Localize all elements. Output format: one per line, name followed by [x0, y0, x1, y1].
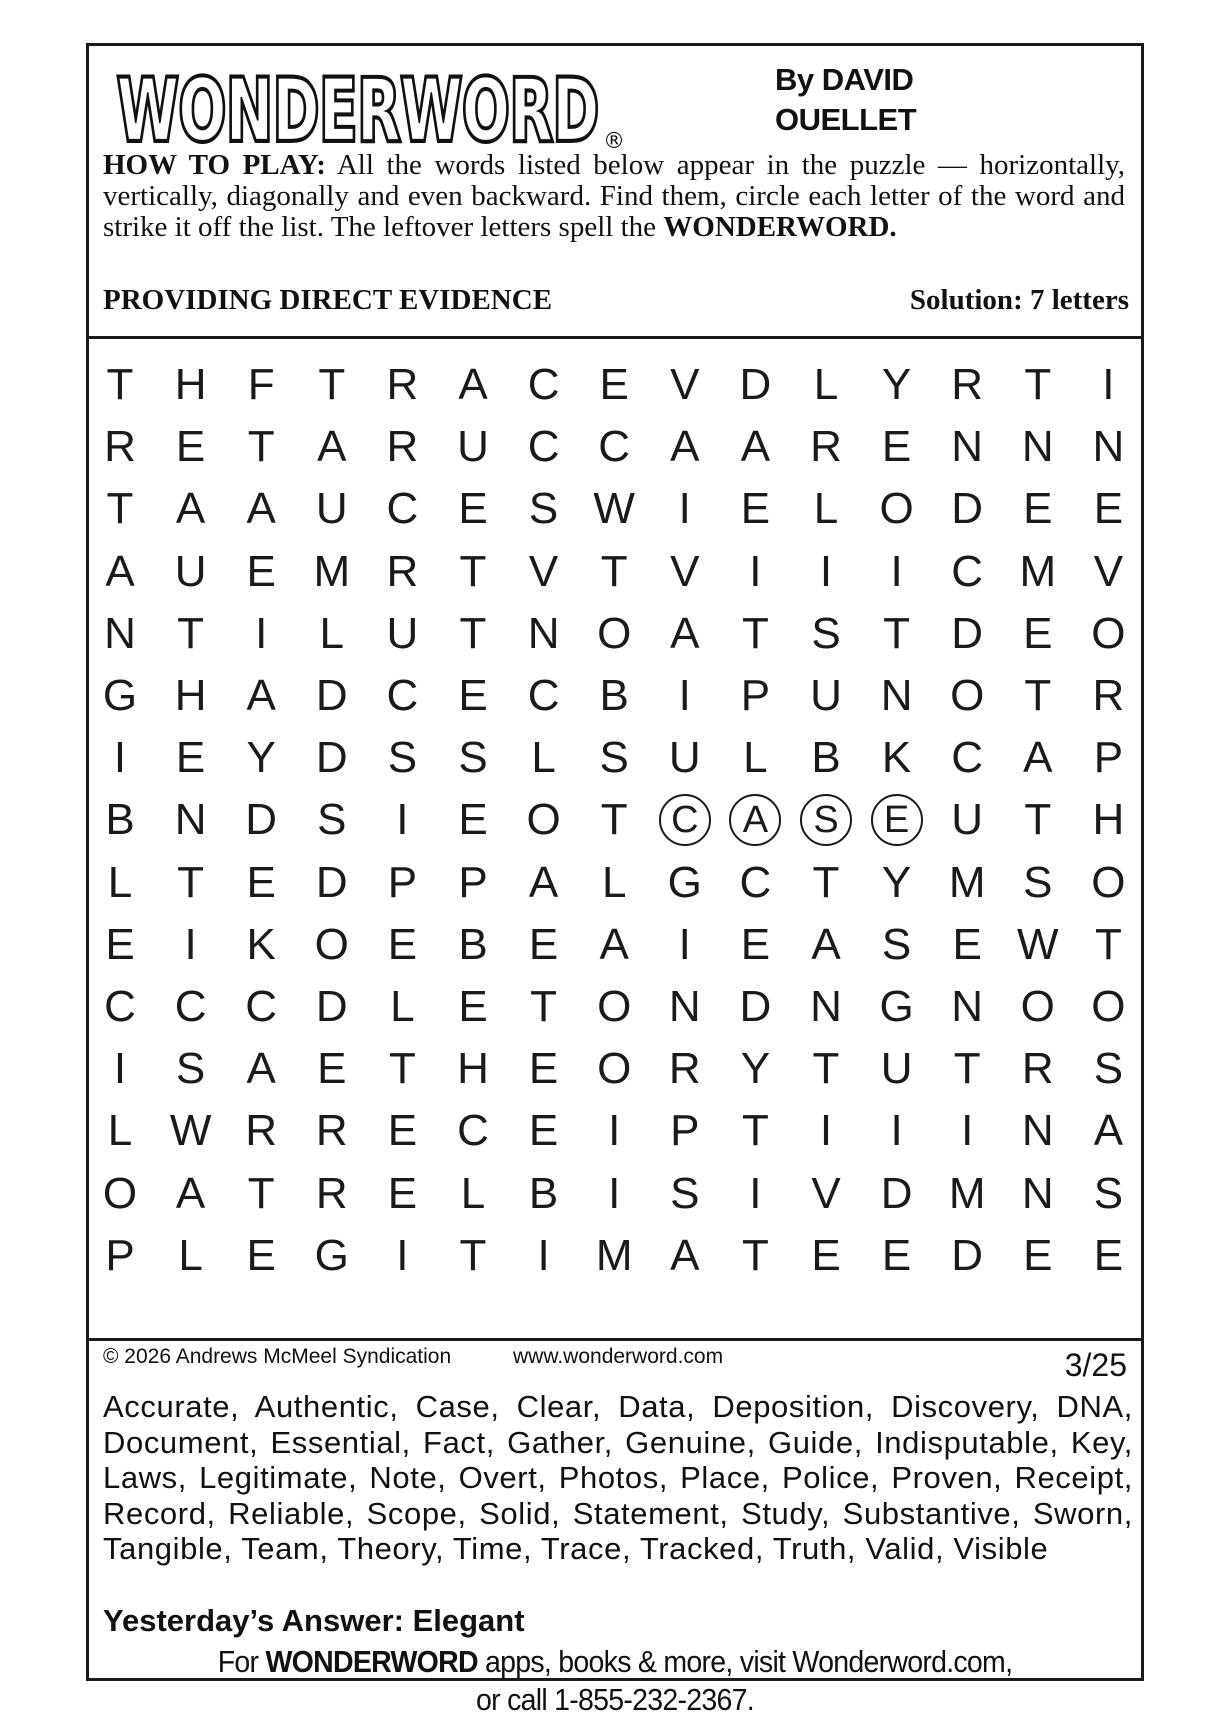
grid-letter[interactable]: T: [177, 608, 205, 658]
puzzle-header: [89, 46, 1141, 339]
grid-letter[interactable]: M: [948, 1168, 986, 1218]
grid-letter[interactable]: U: [457, 422, 489, 472]
grid-letter[interactable]: T: [883, 608, 911, 658]
grid-letter[interactable]: K: [881, 733, 912, 783]
grid-letter[interactable]: T: [530, 982, 558, 1031]
grid-letter[interactable]: C: [527, 360, 560, 409]
grid-letter[interactable]: O: [1020, 982, 1055, 1031]
grid-letter[interactable]: S: [800, 794, 852, 846]
grid-letter[interactable]: E: [528, 919, 559, 969]
grid-letter[interactable]: S: [317, 795, 347, 845]
grid-letter[interactable]: Y: [881, 360, 912, 409]
grid-letter[interactable]: M: [948, 857, 986, 907]
grid-letter[interactable]: I: [396, 795, 409, 845]
grid-letter[interactable]: I: [678, 484, 691, 534]
grid-letter[interactable]: G: [102, 671, 138, 720]
how-to-play-text: All the words listed below appear in the puzzle — horizontally, vertically, diagonally and even backward. Find them, circle each letter of the word and strike it off the list. The leftover letters spell the: [103, 149, 1125, 243]
grid-letter[interactable]: D: [951, 484, 984, 534]
grid-letter[interactable]: E: [881, 1230, 912, 1280]
grid-letter[interactable]: M: [595, 1230, 633, 1280]
grid-letter[interactable]: C: [386, 671, 419, 720]
grid-letter[interactable]: T: [953, 1044, 981, 1094]
grid-letter[interactable]: R: [386, 422, 419, 472]
grid-letter[interactable]: U: [810, 671, 842, 720]
grid-letter[interactable]: R: [104, 422, 136, 472]
grid-letter[interactable]: A: [740, 422, 771, 472]
grid-letter[interactable]: N: [527, 608, 560, 658]
grid-letter[interactable]: E: [599, 360, 629, 409]
grid-letter[interactable]: W: [169, 1106, 212, 1156]
grid-letter[interactable]: N: [810, 982, 842, 1031]
grid-letter[interactable]: E: [246, 1230, 276, 1280]
grid-letter[interactable]: I: [749, 546, 762, 596]
grid-letter[interactable]: R: [1021, 1044, 1054, 1094]
grid-letter[interactable]: O: [1091, 982, 1126, 1031]
grid-letter[interactable]: O: [526, 795, 561, 845]
grid-letter[interactable]: E: [246, 857, 276, 907]
grid-letter[interactable]: O: [597, 1044, 632, 1094]
grid-letter[interactable]: L: [460, 1168, 486, 1218]
grid-letter[interactable]: N: [668, 982, 701, 1031]
grid-letter[interactable]: P: [458, 857, 488, 907]
grid-letter[interactable]: H: [174, 360, 207, 409]
grid-letter[interactable]: E: [1023, 484, 1053, 534]
puzzle-footer: [89, 1341, 1141, 1717]
grid-letter[interactable]: T: [741, 1106, 769, 1156]
grid-letter[interactable]: I: [255, 608, 268, 658]
grid-letter[interactable]: E: [387, 919, 418, 969]
yesterdays-answer: Yesterday’s Answer: Elegant: [103, 1603, 525, 1638]
grid-letter[interactable]: T: [459, 1230, 487, 1280]
solution-length: Solution: 7 letters: [909, 284, 1129, 316]
logo-text: WONDERWORD: [117, 61, 599, 158]
grid-letter[interactable]: A: [246, 484, 276, 534]
copyright: © 2026 Andrews McMeel Syndication: [103, 1345, 452, 1368]
grid-letter[interactable]: A: [1093, 1106, 1124, 1156]
grid-letter[interactable]: E: [246, 546, 276, 596]
grid-letter[interactable]: I: [184, 919, 197, 969]
grid-letter[interactable]: B: [458, 919, 488, 969]
grid-letter[interactable]: C: [245, 982, 278, 1031]
grid-letter[interactable]: D: [315, 671, 348, 720]
grid-letter[interactable]: L: [813, 484, 839, 534]
grid-letter[interactable]: T: [247, 1168, 275, 1218]
grid-letter[interactable]: E: [528, 1044, 559, 1094]
grid-letter[interactable]: D: [951, 1230, 984, 1280]
grid-letter[interactable]: A: [670, 422, 700, 472]
grid-letter[interactable]: I: [113, 733, 127, 783]
how-to-play-end: WONDERWORD.: [663, 211, 897, 243]
grid-letter[interactable]: A: [246, 1044, 276, 1094]
grid-letter[interactable]: P: [740, 671, 771, 720]
grid-letter[interactable]: V: [1093, 546, 1124, 596]
grid-letter[interactable]: A: [105, 546, 135, 596]
grid-letter[interactable]: T: [1094, 919, 1122, 969]
grid-letter[interactable]: L: [390, 982, 415, 1031]
grid-letter[interactable]: N: [880, 671, 913, 720]
grid-letter[interactable]: S: [1093, 1044, 1124, 1094]
promo-line-1: For WONDERWORD apps, books & more, visit Wonderword.com,: [217, 1644, 1013, 1679]
grid-letter[interactable]: V: [528, 546, 559, 596]
how-to-play-label: HOW TO PLAY:: [103, 149, 326, 181]
grid-letter[interactable]: O: [597, 608, 632, 658]
grid-letter[interactable]: O: [1091, 608, 1126, 658]
grid-letter[interactable]: E: [740, 484, 771, 534]
grid-letter[interactable]: R: [315, 1106, 348, 1156]
grid-letter[interactable]: E: [458, 982, 488, 1031]
grid-letter[interactable]: S: [881, 919, 912, 969]
grid-letter[interactable]: I: [890, 1106, 903, 1156]
grid-letter[interactable]: N: [951, 982, 984, 1031]
svg-text:WONDERWORD: WONDERWORD: [117, 61, 599, 158]
grid-letter[interactable]: R: [810, 422, 842, 472]
grid-letter[interactable]: H: [1092, 795, 1125, 845]
grid-letter[interactable]: S: [387, 733, 418, 783]
grid-letter[interactable]: N: [1021, 1168, 1054, 1218]
grid-letter[interactable]: N: [951, 422, 984, 472]
grid-letter[interactable]: P: [387, 857, 418, 907]
grid-letter[interactable]: E: [881, 422, 912, 472]
grid-letter[interactable]: R: [668, 1044, 701, 1094]
registered-mark: ®: [603, 129, 625, 154]
grid-letter[interactable]: E: [740, 919, 771, 969]
grid-letter[interactable]: S: [811, 608, 841, 658]
grid-letter[interactable]: T: [177, 857, 205, 907]
grid-letter[interactable]: N: [1021, 422, 1054, 472]
puzzle-date: 3/25: [1064, 1347, 1127, 1383]
byline: By DAVID OUELLET: [775, 62, 917, 137]
grid-letter[interactable]: A: [811, 919, 841, 969]
grid-letter[interactable]: E: [1023, 1230, 1053, 1280]
grid-letter[interactable]: A: [670, 608, 700, 658]
grid-letter[interactable]: O: [102, 1168, 138, 1218]
grid-letter[interactable]: L: [107, 1106, 133, 1156]
grid-letter[interactable]: P: [1093, 733, 1124, 783]
grid-letter[interactable]: S: [458, 733, 488, 783]
grid-letter[interactable]: B: [811, 733, 841, 783]
promo-brand: WONDERWORD: [265, 1644, 478, 1679]
grid-letter[interactable]: C: [104, 982, 136, 1031]
grid-letter[interactable]: S: [1023, 857, 1053, 907]
grid-letter[interactable]: T: [812, 1044, 840, 1094]
grid-letter[interactable]: T: [459, 608, 487, 658]
grid-letter[interactable]: E: [458, 671, 488, 720]
grid-letter[interactable]: U: [386, 608, 419, 658]
grid-letter[interactable]: E: [811, 1230, 841, 1280]
grid-letter[interactable]: A: [1023, 733, 1053, 783]
grid-letter[interactable]: Y: [246, 733, 276, 783]
grid-letter[interactable]: A: [175, 484, 206, 534]
grid-letter[interactable]: C: [598, 422, 631, 472]
grid-letter[interactable]: P: [105, 1230, 135, 1280]
grid-letter[interactable]: E: [175, 422, 206, 472]
grid-letter[interactable]: E: [458, 795, 488, 845]
grid-letter[interactable]: O: [597, 982, 632, 1031]
grid-letter[interactable]: E: [1093, 484, 1124, 534]
grid-letter[interactable]: I: [113, 1044, 127, 1094]
grid-letter[interactable]: D: [739, 982, 772, 1031]
grid-letter[interactable]: L: [319, 608, 345, 658]
grid-letter[interactable]: F: [247, 360, 275, 409]
grid-letter[interactable]: S: [175, 1044, 206, 1094]
grid-letter[interactable]: U: [668, 733, 701, 783]
grid-letter[interactable]: D: [245, 795, 278, 845]
grid-letter[interactable]: D: [880, 1168, 913, 1218]
grid-letter[interactable]: I: [396, 1230, 409, 1280]
grid-letter[interactable]: O: [1091, 857, 1126, 907]
grid-letter[interactable]: E: [952, 919, 982, 969]
grid-letter[interactable]: G: [667, 857, 702, 907]
grid-letter[interactable]: C: [527, 671, 560, 720]
grid-letter[interactable]: D: [315, 982, 348, 1031]
grid-letter[interactable]: E: [175, 733, 206, 783]
grid-letter[interactable]: C: [951, 546, 984, 596]
grid-letter[interactable]: O: [879, 484, 914, 534]
grid-letter[interactable]: T: [741, 1230, 769, 1280]
grid-letter[interactable]: L: [601, 857, 627, 907]
grid-letter[interactable]: W: [593, 484, 635, 534]
grid-letter[interactable]: H: [457, 1044, 489, 1094]
grid-letter[interactable]: N: [1021, 1106, 1054, 1156]
grid-letter[interactable]: T: [1024, 795, 1052, 845]
grid-letter[interactable]: C: [386, 484, 419, 534]
grid-letter[interactable]: R: [386, 360, 419, 409]
grid-letter[interactable]: U: [951, 795, 984, 845]
how-to-play: [103, 150, 1125, 243]
grid-letter[interactable]: R: [386, 546, 419, 596]
grid-letter[interactable]: C: [457, 1106, 489, 1156]
grid-letter[interactable]: E: [528, 1106, 559, 1156]
grid-letter[interactable]: T: [106, 360, 134, 409]
grid-letter[interactable]: S: [1093, 1168, 1124, 1218]
puzzle-theme: PROVIDING DIRECT EVIDENCE: [103, 284, 553, 316]
grid-letter[interactable]: E: [871, 794, 923, 846]
grid-letter[interactable]: L: [743, 733, 768, 783]
grid-letter[interactable]: S: [670, 1168, 700, 1218]
grid-letter[interactable]: L: [178, 1230, 203, 1280]
grid-letter[interactable]: E: [387, 1106, 418, 1156]
grid-letter[interactable]: E: [317, 1044, 347, 1094]
puzzle-frame: [86, 43, 1144, 1717]
grid-letter[interactable]: T: [600, 546, 628, 596]
grid-letter[interactable]: I: [537, 1230, 550, 1280]
grid-letter[interactable]: M: [313, 546, 351, 596]
grid-letter[interactable]: A: [175, 1168, 206, 1218]
grid-letter[interactable]: I: [819, 1106, 833, 1156]
grid-letter[interactable]: I: [890, 546, 903, 596]
grid-letter[interactable]: K: [246, 919, 276, 969]
grid-letter[interactable]: N: [174, 795, 207, 845]
grid-letter[interactable]: C: [739, 857, 772, 907]
grid-letter[interactable]: V: [670, 546, 700, 596]
grid-letter[interactable]: R: [951, 360, 984, 409]
grid-letter[interactable]: O: [950, 671, 985, 720]
grid-letter[interactable]: T: [106, 484, 134, 534]
grid-letter[interactable]: I: [1102, 360, 1115, 409]
grid-letter[interactable]: I: [749, 1168, 762, 1218]
grid-letter[interactable]: T: [388, 1044, 416, 1094]
website-link[interactable]: www.wonderword.com: [513, 1345, 724, 1368]
grid-letter[interactable]: L: [531, 733, 556, 783]
grid-letter[interactable]: L: [107, 857, 133, 907]
grid-letter[interactable]: B: [528, 1168, 559, 1218]
grid-letter[interactable]: R: [245, 1106, 278, 1156]
grid-letter[interactable]: G: [879, 982, 914, 1031]
grid-letter[interactable]: A: [599, 919, 629, 969]
grid-letter[interactable]: T: [1024, 671, 1052, 720]
grid-letter[interactable]: S: [528, 484, 559, 534]
grid-letter[interactable]: N: [104, 608, 136, 658]
grid-letter[interactable]: V: [811, 1168, 841, 1218]
promo-text: [131, 1643, 1099, 1719]
grid-letter[interactable]: D: [315, 733, 348, 783]
grid-letter[interactable]: T: [1024, 360, 1052, 409]
grid-letter[interactable]: I: [961, 1106, 974, 1156]
grid-letter[interactable]: O: [314, 919, 349, 969]
grid-letter[interactable]: U: [174, 546, 207, 596]
grid-letter[interactable]: A: [458, 360, 488, 409]
grid-letter[interactable]: T: [318, 360, 346, 409]
grid-letter[interactable]: C: [174, 982, 207, 1031]
grid-letter[interactable]: E: [1093, 1230, 1124, 1280]
grid-letter[interactable]: I: [678, 671, 691, 720]
grid-letter[interactable]: B: [105, 795, 135, 845]
grid-letter[interactable]: A: [246, 671, 276, 720]
grid-letter[interactable]: A: [729, 794, 781, 846]
letter-grid: [89, 339, 1141, 1341]
grid-letter[interactable]: T: [459, 546, 487, 596]
grid-letter[interactable]: T: [600, 795, 628, 845]
grid-letter[interactable]: U: [315, 484, 348, 534]
grid-letter[interactable]: A: [528, 857, 559, 907]
grid-letter[interactable]: U: [880, 1044, 913, 1094]
grid-letter[interactable]: Y: [740, 1044, 771, 1094]
grid-letter[interactable]: R: [315, 1168, 348, 1218]
grid-letter[interactable]: T: [812, 857, 840, 907]
grid-letter[interactable]: G: [314, 1230, 349, 1280]
wonderword-logo: [113, 58, 673, 158]
grid-letter[interactable]: E: [105, 919, 135, 969]
grid-letter[interactable]: A: [670, 1230, 700, 1280]
grid-letter[interactable]: E: [458, 484, 488, 534]
grid-letter[interactable]: P: [670, 1106, 700, 1156]
grid-letter[interactable]: T: [247, 422, 275, 472]
grid-letter[interactable]: I: [608, 1168, 621, 1218]
grid-letter[interactable]: I: [608, 1106, 621, 1156]
word-list: Accurate, Authentic, Case, Clear, Data, Deposition, Discovery, DNA, Document, Essential, Fact, Gather, Genuine, Guide, Indisputable, Key, Laws, Legitimate, Note, Overt, Photos, Place, Police, Proven, Receipt, Record, Reliable, Scope, Solid, Statement, Study, Substantive, Sworn, Tangible, Team, Theory, Time, Trace, Tracked, Truth, Valid, Visible: [103, 1389, 1133, 1566]
grid-letter[interactable]: I: [678, 919, 691, 969]
grid-letter[interactable]: D: [739, 360, 772, 409]
grid-letter[interactable]: D: [951, 608, 984, 658]
grid-letter[interactable]: C: [527, 422, 560, 472]
grid-letter[interactable]: A: [317, 422, 347, 472]
grid-letter[interactable]: H: [174, 671, 207, 720]
grid-letter[interactable]: T: [741, 608, 769, 658]
grid-letter[interactable]: I: [819, 546, 833, 596]
grid-letter[interactable]: Y: [881, 857, 912, 907]
grid-letter[interactable]: S: [599, 733, 629, 783]
grid-letter[interactable]: C: [659, 794, 711, 846]
grid-letter[interactable]: E: [387, 1168, 418, 1218]
grid-letter[interactable]: C: [951, 733, 984, 783]
promo-line-2: or call 1-855-232-2367.: [476, 1682, 754, 1717]
grid-letter[interactable]: W: [1017, 919, 1059, 969]
grid-letter[interactable]: V: [670, 360, 700, 409]
grid-letter[interactable]: R: [1092, 671, 1125, 720]
grid-letter[interactable]: M: [1019, 546, 1057, 596]
grid-letter[interactable]: B: [599, 671, 629, 720]
grid-letter[interactable]: E: [1023, 608, 1053, 658]
grid-letter[interactable]: D: [315, 857, 348, 907]
grid-letter[interactable]: L: [813, 360, 839, 409]
grid-letter[interactable]: N: [1092, 422, 1125, 472]
